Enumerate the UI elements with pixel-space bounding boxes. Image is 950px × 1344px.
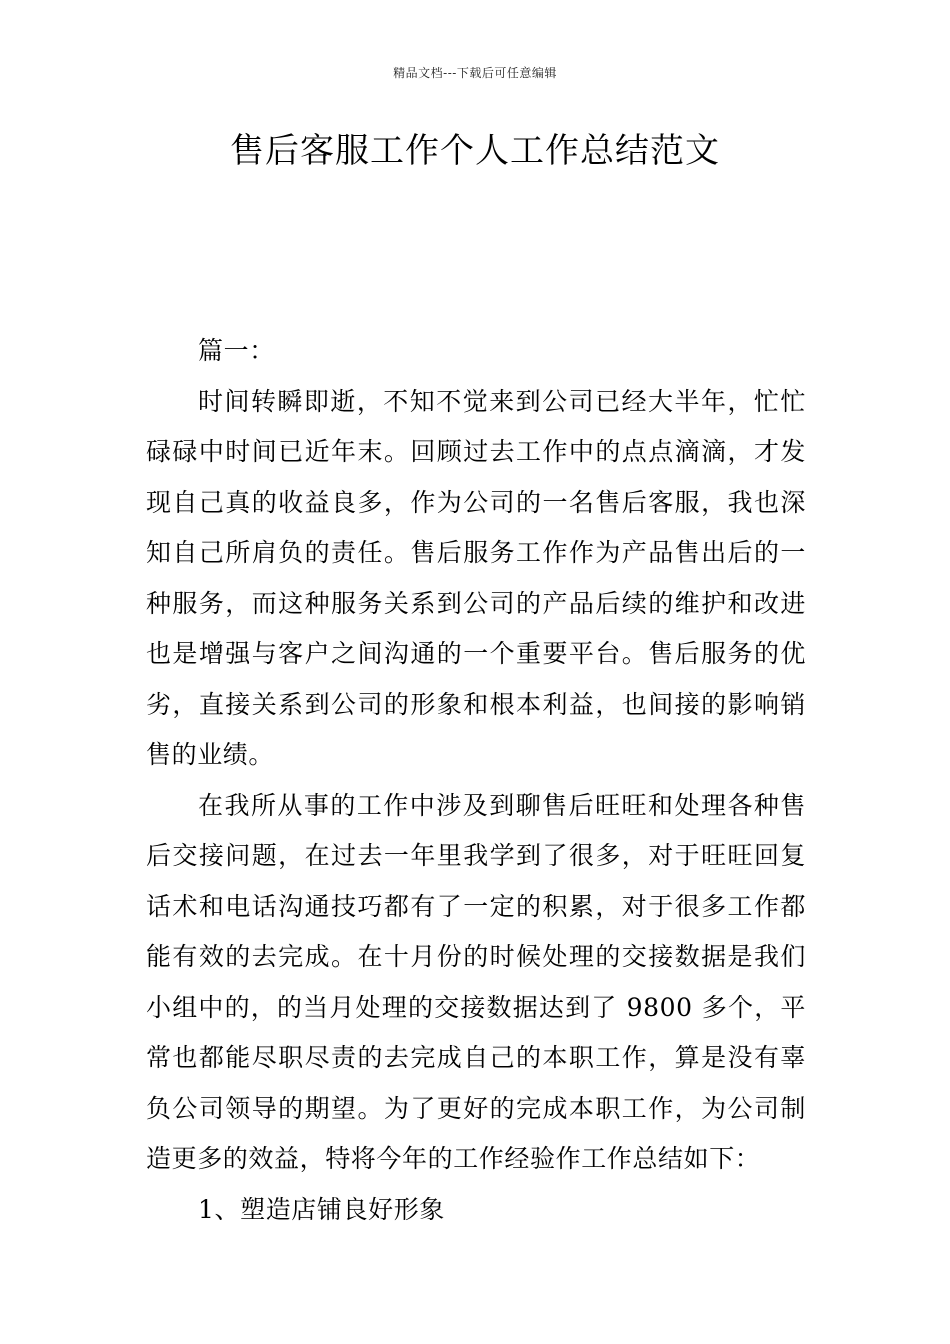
- document-title: 售后客服工作个人工作总结范文: [230, 131, 720, 171]
- document-body: [146, 326, 806, 1235]
- subheading: 1、塑造店铺良好形象: [198, 1194, 445, 1224]
- header-note: 精品文档---下载后可任意编辑: [393, 66, 557, 80]
- paragraph-1: 时间转瞬即逝，不知不觉来到公司已经大半年，忙忙碌碌中时间已近年末。回顾过去工作中的点点滴滴，才发现自己真的收益良多，作为公司的一名售后客服，我也深知自己所肩负的责任。售后服务工作作为产品售出后的一种服务，而这种服务关系到公司的产品后续的维护和改进也是增强与客户之间沟通的一个重要平台。售后服务的优劣，直接关系到公司的形象和根本利益，也间接的影响销售的业绩。: [146, 386, 806, 769]
- paragraph-2: 在我所从事的工作中涉及到聊售后旺旺和处理各种售后交接问题，在过去一年里我学到了很多，对于旺旺回复话术和电话沟通技巧都有了一定的积累，对于很多工作都能有效的去完成。在十月份的时候处理的交接数据是我们小组中的，的当月处理的交接数据达到了 9800 多个，平常也都能尽职尽责的去完成自己的本职工作，算是没有辜负公司领导的期望。为了更好的完成本职工作，为公司制造更多的效益，特将今年的工作经验作工作总结如下：: [146, 790, 806, 1173]
- section-label: 篇一：: [198, 336, 275, 365]
